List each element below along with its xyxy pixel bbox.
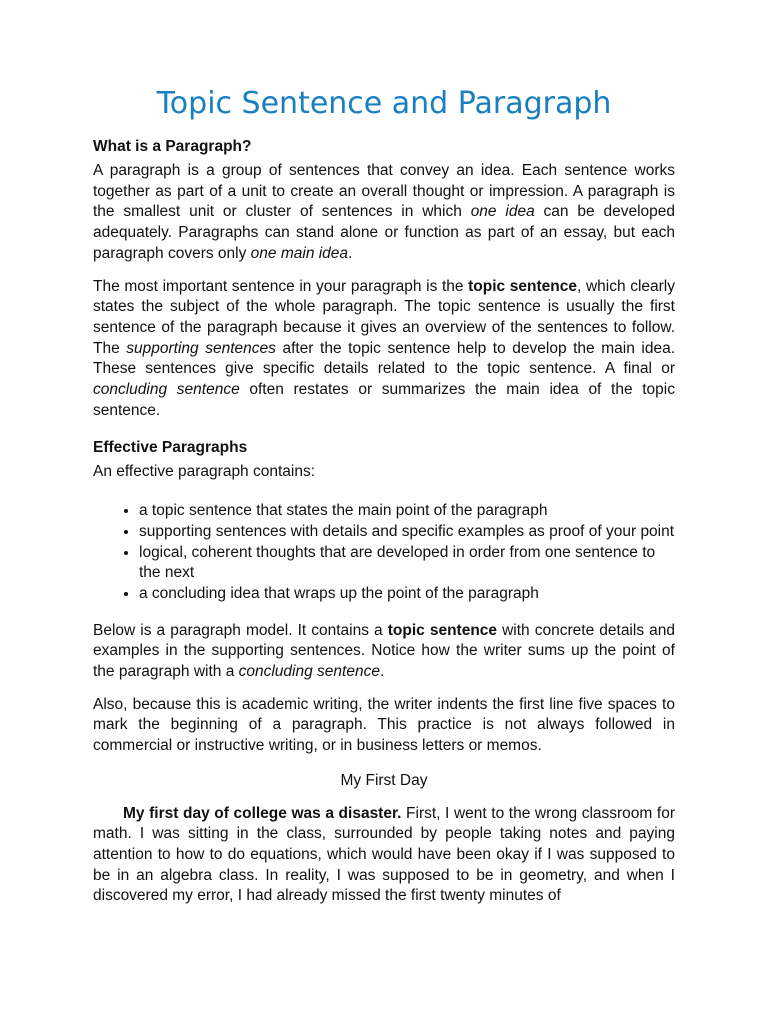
- text-run: The most important sentence in your paragraph is the: [93, 277, 469, 295]
- model-paragraph: [93, 804, 675, 908]
- list-item: • supporting sentences with details and specific examples as proof of your point: [139, 522, 675, 543]
- list-item: • logical, coherent thoughts that are developed in order from one sentence to the next: [139, 543, 675, 584]
- effective-intro: An effective paragraph contains:: [93, 463, 316, 481]
- text-run: .: [348, 244, 353, 262]
- section-heading-what-is-paragraph: What is a Paragraph?: [93, 138, 252, 155]
- paragraph-academic-writing: Also, because this is academic writing, the writer indents the first line five spaces to mark the beginning of a paragraph. This practice is not always followed in commercial or instructive writing, or in business letters or memos.: [93, 695, 675, 755]
- section-heading-effective-paragraphs: Effective Paragraphs: [93, 439, 248, 457]
- text-run: Below is a paragraph model. It contains a: [93, 621, 388, 639]
- text-run: with concrete details and examples in the supporting sentences. Notice how the writer sums up the point of the paragraph with a: [93, 621, 676, 681]
- text-run: A paragraph is a group of sentences that convey an idea. Each sentence works together as part of a unit to create an overall thought or impression. A paragraph is the smallest unit or cluster of sentences in which: [93, 162, 675, 221]
- text-run: First, I went to the wrong classroom for math. I was sitting in the class, surrounded by people taking notes and paying attention to how to do equations, which would have been okay if I was supposed to be in an algebra class. In reality, I was supposed to be in geometry, and when I discovered my error, I had already missed the first twenty minutes of: [93, 804, 675, 905]
- emphasis-one-main-idea: one main idea: [250, 244, 349, 262]
- text-run: can be developed adequately. Paragraphs can stand alone or function as part of an essay, but each paragraph covers only: [93, 203, 675, 262]
- list-item: • a concluding idea that wraps up the point of the paragraph: [139, 584, 675, 605]
- page-title: Topic Sentence and Paragraph: [156, 86, 612, 121]
- emphasis-one-idea: one idea: [470, 203, 535, 221]
- strong-topic-sentence-2: topic sentence: [387, 621, 498, 639]
- paragraph-definition: [93, 161, 675, 265]
- paragraph-topic-sentence: [93, 277, 675, 422]
- model-topic-sentence: My first day of college was a disaster.: [123, 804, 402, 822]
- text-run: often restates or summarizes the main idea of the topic sentence.: [93, 381, 675, 419]
- paragraph-model-intro: [93, 621, 675, 683]
- model-title: My First Day: [340, 771, 428, 789]
- effective-list: [93, 501, 675, 605]
- strong-topic-sentence: topic sentence: [468, 277, 577, 295]
- text-run: .: [379, 663, 385, 681]
- text-run: after the topic sentence help to develop the main idea. These sentences give specific details related to the topic sentence. A final or: [93, 339, 675, 378]
- emphasis-concluding-sentence: concluding sentence: [93, 381, 240, 399]
- text-run: , which clearly states the subject of the whole paragraph. The topic sentence is usually the first sentence of the paragraph because it gives an overview of the sentences to follow. The: [93, 277, 675, 357]
- emphasis-supporting-sentences: supporting sentences: [126, 339, 276, 357]
- list-item: • a topic sentence that states the main point of the paragraph: [139, 501, 675, 522]
- emphasis-concluding-sentence-2: concluding sentence: [238, 663, 380, 681]
